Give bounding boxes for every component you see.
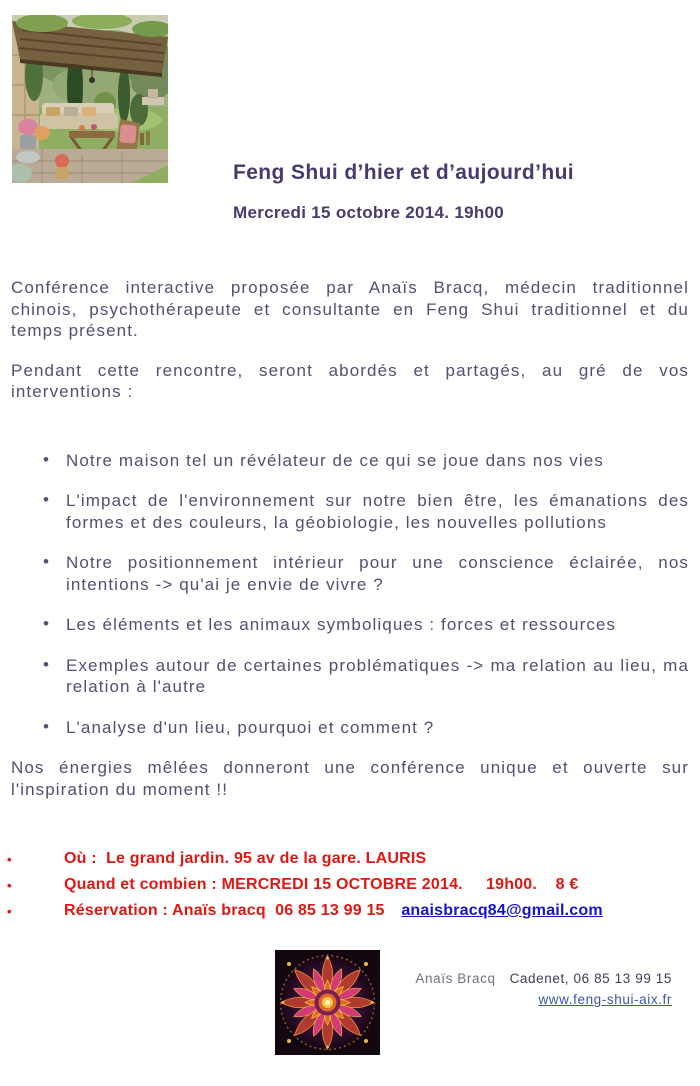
closing-paragraph: Nos énergies mêlées donneront une conférence unique et ouverte sur l'inspiration du moment !! — [11, 758, 689, 799]
body-content — [11, 277, 689, 800]
topic-text: Exemples autour de certaines problématiques -> ma relation au lieu, ma relation à l'autre — [66, 655, 689, 696]
mandala-logo — [275, 950, 380, 1055]
list-item — [11, 614, 689, 636]
list-item — [11, 490, 689, 533]
topic-text: Notre maison tel un révélateur de ce qui se joue dans nos vies — [66, 450, 604, 470]
list-item — [11, 717, 689, 739]
date-price-text: Quand et combien : MERCREDI 15 OCTOBRE 2014. 19h00. 8 € — [64, 876, 579, 893]
bullet-icon: • — [7, 904, 12, 919]
email-link[interactable]: anaisbracq84@gmail.com — [401, 902, 603, 919]
bullet-icon: • — [43, 614, 49, 633]
intro-paragraph-2: Pendant cette rencontre, seront abordés et partagés, au gré de vos interventions : — [11, 360, 689, 401]
intro-paragraph-1: Conférence interactive proposée par Anaïs Bracq, médecin traditionnel chinois, psychothérapeute et consultante en Feng Shui traditionnel et du temps présent. — [11, 278, 689, 340]
page-title: Feng Shui d’hier et d’aujourd’hui — [233, 161, 575, 184]
bullet-icon: • — [7, 852, 12, 867]
bullet-icon: • — [43, 490, 49, 509]
bullet-icon: • — [7, 878, 12, 893]
garden-terrace-photo — [12, 15, 168, 183]
list-item — [11, 552, 689, 595]
website-link[interactable]: www.feng-shui-aix.fr — [538, 992, 672, 1007]
list-item — [11, 655, 689, 698]
topic-text: L'analyse d'un lieu, pourquoi et comment ? — [66, 717, 435, 737]
detail-row-location — [0, 850, 700, 867]
location-text: Où : Le grand jardin. 95 av de la gare. LAURIS — [64, 850, 427, 867]
bullet-icon: • — [43, 552, 49, 571]
event-date: Mercredi 15 octobre 2014. 19h00 — [233, 203, 505, 222]
detail-row-reservation — [0, 902, 700, 919]
bullet-icon: • — [43, 654, 49, 674]
topic-text: Notre positionnement intérieur pour une conscience éclairée, nos intentions -> qu'ai je envie de vivre ? — [66, 553, 689, 594]
bullet-icon: • — [43, 716, 49, 736]
contact-name: Anaïs Bracq — [415, 971, 496, 986]
footer-contact — [415, 971, 672, 986]
list-item — [11, 450, 689, 472]
practical-details — [0, 850, 700, 928]
topic-text: Les éléments et les animaux symboliques : forces et ressources — [66, 615, 617, 634]
topic-text: L'impact de l'environnement sur notre bien être, les émanations des formes et des couleurs, la géobiologie, les nouvelles pollutions — [66, 491, 689, 532]
contact-location-phone: Cadenet, 06 85 13 99 15 — [509, 971, 672, 986]
detail-row-date-price — [0, 876, 700, 893]
bullet-icon: • — [43, 449, 49, 469]
reservation-text: Réservation : Anaïs bracq 06 85 13 99 15 — [64, 902, 385, 919]
topics-list — [11, 450, 689, 739]
